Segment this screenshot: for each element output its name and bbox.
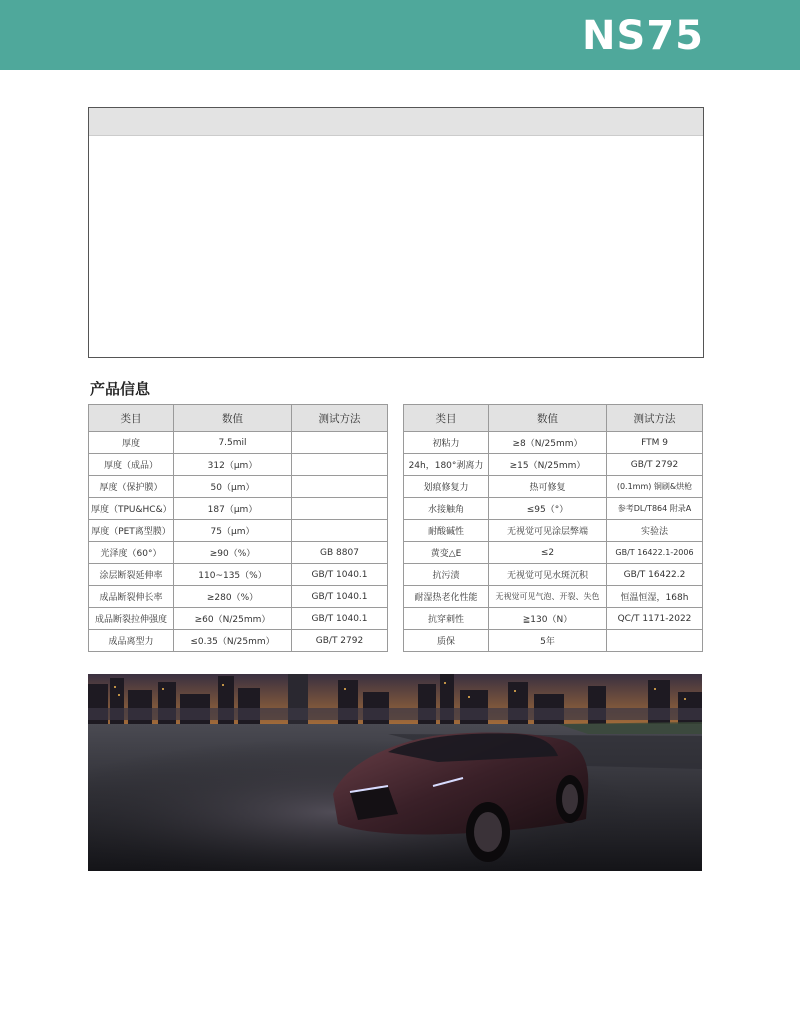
- table-cell: 50（μm）: [174, 476, 292, 498]
- table-cell: GB/T 1040.1: [292, 586, 388, 608]
- table-cell: 7.5mil: [174, 432, 292, 454]
- table-row: [89, 586, 388, 608]
- table-cell: ≥15（N/25mm）: [489, 454, 607, 476]
- table-cell: [292, 432, 388, 454]
- table-row: [89, 630, 388, 652]
- table-cell: 无视觉可见气泡、开裂、失色: [489, 586, 607, 608]
- table-row: [89, 454, 388, 476]
- table-row: [89, 608, 388, 630]
- table-cell: 耐酸碱性: [404, 520, 489, 542]
- car-photo: [88, 674, 702, 871]
- table-cell: [292, 476, 388, 498]
- table-cell: GB/T 2792: [292, 630, 388, 652]
- table-cell: 成品断裂伸长率: [89, 586, 174, 608]
- table-cell: (0.1mm) 铜刷&烘枪: [607, 476, 703, 498]
- table-cell: 厚度（保护膜）: [89, 476, 174, 498]
- table-cell: 厚度: [89, 432, 174, 454]
- table-row: [404, 630, 703, 652]
- table-cell: 黄变△E: [404, 542, 489, 564]
- model-title: NS75: [582, 13, 704, 59]
- table-cell: 抗穿刺性: [404, 608, 489, 630]
- table-cell: 312（μm）: [174, 454, 292, 476]
- table-row: [404, 586, 703, 608]
- spec-table-right: [403, 404, 703, 652]
- table-cell: 24h，180°剥离力: [404, 454, 489, 476]
- table-header-row: [89, 405, 388, 432]
- table-header-row: [404, 405, 703, 432]
- table-cell: 涂层断裂延伸率: [89, 564, 174, 586]
- table-cell: ≤0.35（N/25mm）: [174, 630, 292, 652]
- table-cell: [607, 630, 703, 652]
- table-cell: 无视觉可见水斑沉积: [489, 564, 607, 586]
- table-cell: ≥8（N/25mm）: [489, 432, 607, 454]
- table-cell: GB/T 16422.2: [607, 564, 703, 586]
- table-cell: ≤95（°）: [489, 498, 607, 520]
- table-cell: ≥90（%）: [174, 542, 292, 564]
- table-row: [89, 520, 388, 542]
- table-cell: ≧130（N）: [489, 608, 607, 630]
- table-cell: 成品离型力: [89, 630, 174, 652]
- column-header: 类目: [404, 405, 489, 432]
- table-row: [404, 498, 703, 520]
- table-row: [89, 564, 388, 586]
- table-cell: 75（μm）: [174, 520, 292, 542]
- table-cell: ≥60（N/25mm）: [174, 608, 292, 630]
- table-cell: [292, 520, 388, 542]
- table-row: [89, 542, 388, 564]
- table-row: [89, 498, 388, 520]
- column-header: 测试方法: [607, 405, 703, 432]
- column-header: 类目: [89, 405, 174, 432]
- table-cell: GB 8807: [292, 542, 388, 564]
- table-cell: GB/T 16422.1-2006: [607, 542, 703, 564]
- table-cell: 水接触角: [404, 498, 489, 520]
- table-cell: 参考DL/T864 附录A: [607, 498, 703, 520]
- table-cell: 5年: [489, 630, 607, 652]
- table-cell: 恒温恒湿，168h: [607, 586, 703, 608]
- table-cell: 光泽度（60°）: [89, 542, 174, 564]
- table-cell: [292, 498, 388, 520]
- table-cell: 耐湿热老化性能: [404, 586, 489, 608]
- table-cell: 热可修复: [489, 476, 607, 498]
- table-cell: ≥280（%）: [174, 586, 292, 608]
- table-row: [404, 520, 703, 542]
- table-row: [404, 542, 703, 564]
- spec-table-left: [88, 404, 388, 652]
- table-cell: 抗污渍: [404, 564, 489, 586]
- table-cell: 110~135（%）: [174, 564, 292, 586]
- table-cell: QC/T 1171-2022: [607, 608, 703, 630]
- blank-panel-header: [89, 108, 703, 136]
- table-cell: [292, 454, 388, 476]
- table-cell: 厚度（成品）: [89, 454, 174, 476]
- table-row: [89, 476, 388, 498]
- table-row: [404, 608, 703, 630]
- table-cell: 质保: [404, 630, 489, 652]
- table-cell: 无视觉可见涂层弊端: [489, 520, 607, 542]
- table-cell: 实验法: [607, 520, 703, 542]
- column-header: 测试方法: [292, 405, 388, 432]
- table-cell: GB/T 1040.1: [292, 564, 388, 586]
- table-cell: 187（μm）: [174, 498, 292, 520]
- table-row: [404, 564, 703, 586]
- table-cell: 厚度（TPU&HC&）: [89, 498, 174, 520]
- table-row: [404, 432, 703, 454]
- table-cell: FTM 9: [607, 432, 703, 454]
- table-cell: GB/T 2792: [607, 454, 703, 476]
- table-cell: ≤2: [489, 542, 607, 564]
- column-header: 数值: [174, 405, 292, 432]
- car-photo-illustration: [88, 674, 702, 871]
- table-cell: GB/T 1040.1: [292, 608, 388, 630]
- table-cell: 划痕修复力: [404, 476, 489, 498]
- table-row: [404, 476, 703, 498]
- table-row: [404, 454, 703, 476]
- section-title: 产品信息: [90, 380, 151, 398]
- blank-info-panel: [88, 107, 704, 358]
- table-cell: 初粘力: [404, 432, 489, 454]
- column-header: 数值: [489, 405, 607, 432]
- table-cell: 厚度（PET离型膜）: [89, 520, 174, 542]
- table-cell: 成品断裂拉伸强度: [89, 608, 174, 630]
- table-row: [89, 432, 388, 454]
